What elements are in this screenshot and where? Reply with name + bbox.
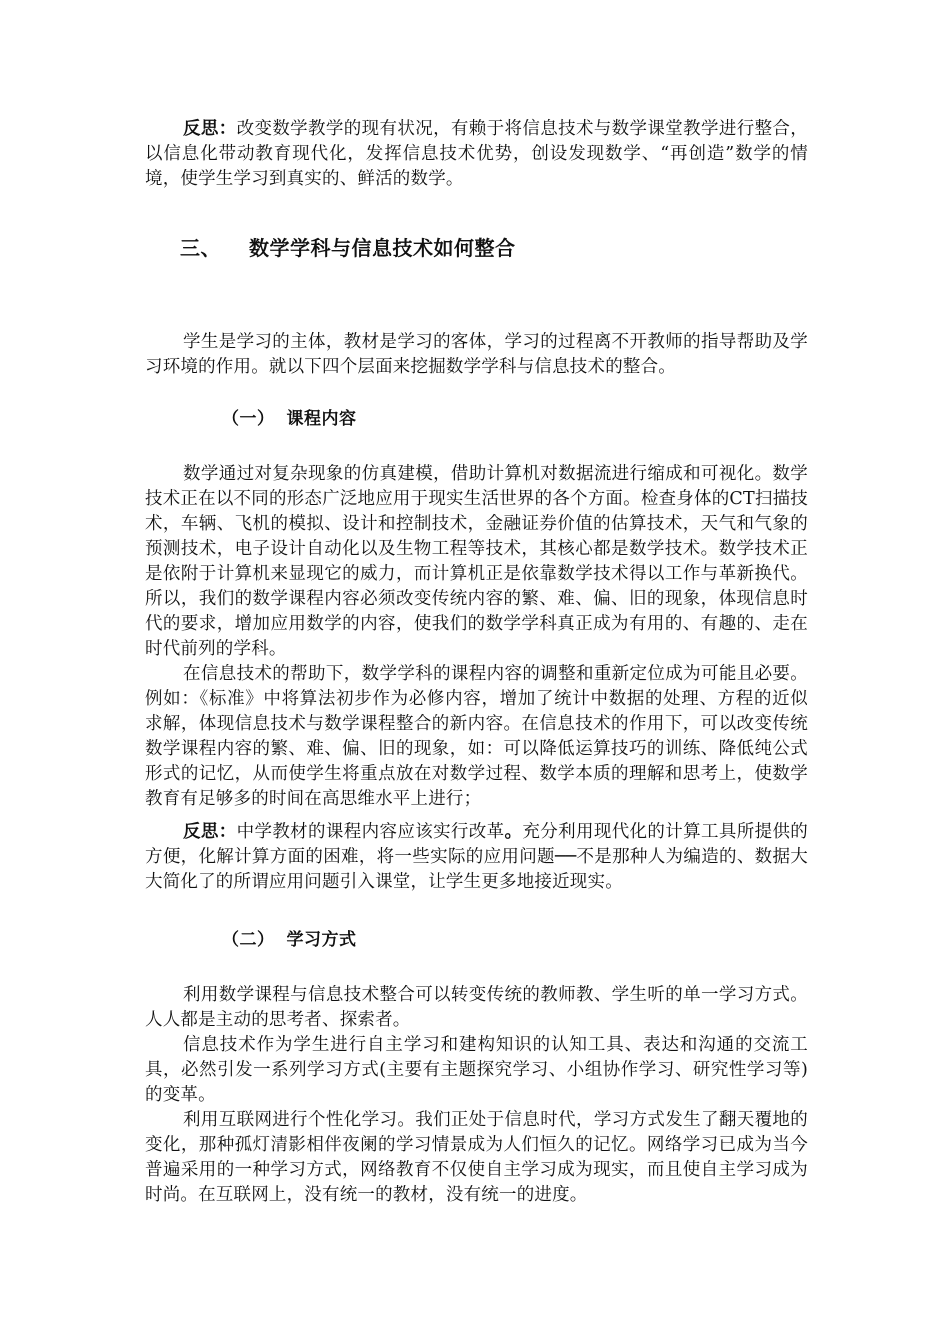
section-heading-3 — [180, 232, 516, 261]
subsection-heading-1 — [222, 404, 357, 429]
subsection-heading-2 — [222, 925, 357, 950]
reflection-text: 中学教材的课程内容应该实行改革 — [236, 822, 505, 842]
course-content-paragraphs — [145, 462, 808, 895]
reflection-label: 反思： — [183, 822, 237, 842]
intro-paragraph — [145, 330, 808, 380]
learning-mode-paragraphs — [145, 983, 808, 1208]
subsection-number: （一） — [222, 409, 275, 429]
body-text: 利用互联网进行个性化学习。我们正处于信息时代，学习方式发生了翻天覆地的变化，那种孤灯清影相伴夜阑的学习情景成为人们恒久的记忆。网络学习已成为当今普遍采用的一种学习方式，网络教育不仅使自主学习成为现实，而且使自主学习成为时尚。在互联网上，没有统一的教材，没有统一的进度。 — [145, 1110, 808, 1205]
reflection-text: 充分利用现代化的计算工具所提供的方便，化解计算方面的困难，将一些实际的应用问题──不是那种人为编造的、数据大大简化了的所谓应用问题引入课堂，让学生更多地接近现实。 — [145, 822, 809, 892]
reflection-text: 改变数学教学的现有状况，有赖于将信息技术与数学课堂教学进行整合，以信息化带动教育现代化，发挥信息技术优势，创设发现数学、“再创造”数学的情境，使学生学习到真实的、鲜活的数学。 — [145, 119, 808, 189]
body-text: 学生是学习的主体，教材是学习的客体，学习的过程离不开教师的指导帮助及学习环境的作用。就以下四个层面来挖掘数学学科与信息技术的整合。 — [145, 332, 808, 377]
body-text: 在信息技术的帮助下，数学学科的课程内容的调整和重新定位成为可能且必要。例如：《标准》中将算法初步作为必修内容，增加了统计中数据的处理、方程的近似求解，体现信息技术与数学课程整合的新内容。在信息技术的作用下，可以改变传统数学课程内容的繁、难、偏、旧的现象，如：可以降低运算技巧的训练、降低纯公式形式的记忆，从而使学生将重点放在对数学过程、数学本质的理解和思考上，使数学教育有足够多的时间在高思维水平上进行； — [145, 664, 808, 809]
body-text: 数学通过对复杂现象的仿真建模，借助计算机对数据流进行缩成和可视化。数学技术正在以不同的形态广泛地应用于现实生活世界的各个方面。检查身体的CT扫描技术，车辆、飞机的模拟、设计和控制技术，金融证券价值的估算技术，天气和气象的预测技术，电子设计自动化以及生物工程等技术，其核心都是数学技术。数学技术正是依附于计算机来显现它的威力，而计算机正是依靠数学技术得以工作与革新换代。所以，我们的数学课程内容必须改变传统内容的繁、难、偏、旧的现象，体现信息时代的要求，增加应用数学的内容，使我们的数学学科真正成为有用的、有趣的、走在时代前列的学科。 — [145, 464, 808, 659]
reflection-period: 。 — [504, 822, 523, 842]
subsection-number: （二） — [222, 930, 275, 950]
reflection-label: 反思： — [183, 119, 237, 139]
section-title: 数学学科与信息技术如何整合 — [249, 236, 516, 260]
body-text: 信息技术作为学生进行自主学习和建构知识的认知工具、表达和沟通的交流工具，必然引发一系列学习方式(主要有主题探究学习、小组协作学习、研究性学习等)的变革。 — [145, 1035, 808, 1105]
reflection-paragraph-2 — [145, 820, 808, 895]
subsection-title: 课程内容 — [286, 409, 357, 429]
subsection-title: 学习方式 — [286, 930, 357, 950]
body-text: 利用数学课程与信息技术整合可以转变传统的教师教、学生听的单一学习方式。人人都是主动的思考者、探索者。 — [145, 985, 808, 1030]
reflection-paragraph-1 — [145, 117, 808, 192]
section-number: 三、 — [180, 236, 221, 260]
